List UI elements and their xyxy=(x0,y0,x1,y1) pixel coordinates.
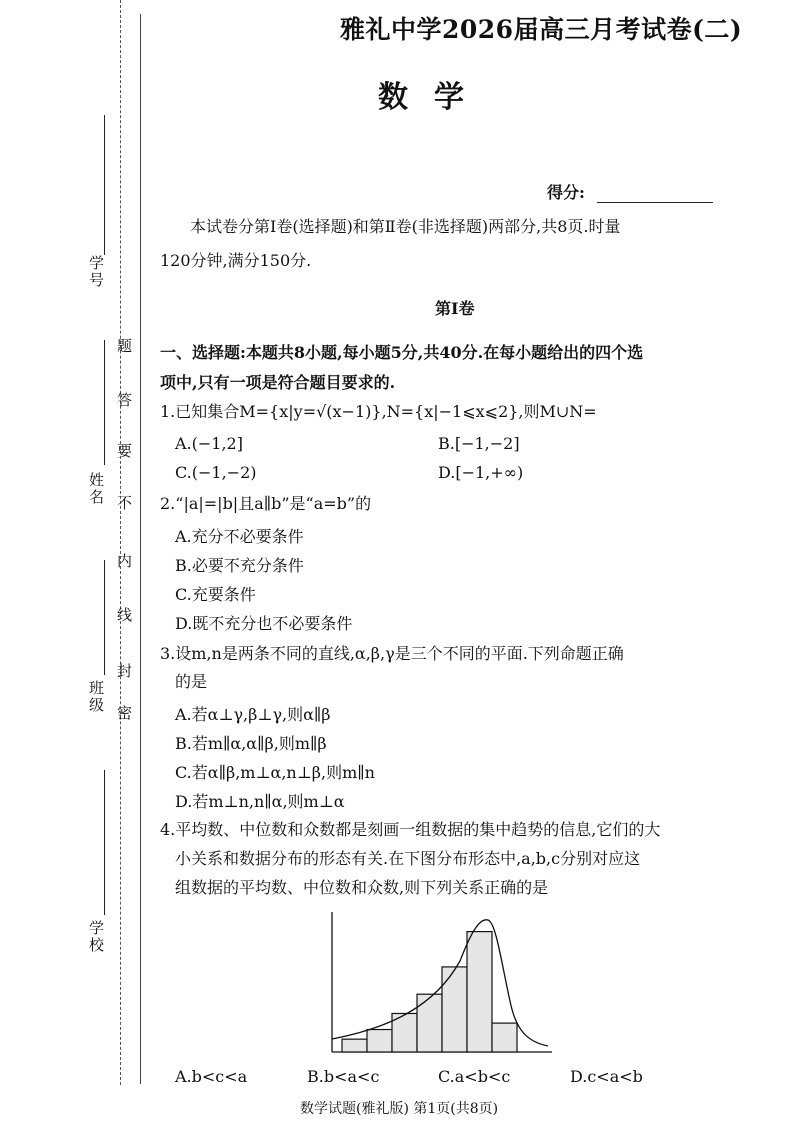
question-2-option-c[interactable]: C.充要条件 xyxy=(175,585,256,604)
histogram-bar xyxy=(467,932,492,1052)
question-1-stem: 1.已知集合M={x|y=√(x−1)},N={x|−1⩽x⩽2},则M∪N= xyxy=(160,402,597,421)
seal-char: 不 xyxy=(115,495,133,510)
page-footer: 数学试题(雅礼版) 第1页(共8页) xyxy=(300,1101,499,1117)
histogram-bar xyxy=(442,967,467,1052)
field-label-school: 学校 xyxy=(87,920,105,954)
question-2-stem: 2.“|a|=|b|且a∥b”是“a=b”的 xyxy=(160,494,372,513)
seal-char: 线 xyxy=(115,607,133,622)
distribution-histogram xyxy=(320,906,560,1056)
score-label: 得分: xyxy=(547,183,585,202)
histogram-bar xyxy=(417,994,442,1052)
seal-char: 答 xyxy=(115,392,133,407)
question-1-option-d[interactable]: D.[−1,+∞) xyxy=(438,463,524,482)
histogram-bar xyxy=(367,1030,392,1052)
question-1-option-c[interactable]: C.(−1,−2) xyxy=(175,463,257,482)
subject-title: 数学 xyxy=(378,80,490,115)
seal-char: 要 xyxy=(115,443,133,458)
section-heading-line-2: 项中,只有一项是符合题目要求的. xyxy=(160,373,396,392)
margin-rule xyxy=(140,14,141,1084)
question-3-option-b[interactable]: B.若m∥α,α∥β,则m∥β xyxy=(175,734,327,753)
seal-char: 密 xyxy=(115,705,133,720)
intro-line-1: 本试卷分第Ⅰ卷(选择题)和第Ⅱ卷(非选择题)两部分,共8页.时量 xyxy=(190,217,621,236)
seal-char: 题 xyxy=(115,338,133,353)
score-field[interactable] xyxy=(597,202,713,203)
question-2-option-b[interactable]: B.必要不充分条件 xyxy=(175,556,304,575)
seal-char: 内 xyxy=(115,553,133,568)
field-label-class: 班级 xyxy=(87,680,105,714)
question-4-option-d[interactable]: D.c<a<b xyxy=(570,1067,643,1086)
question-3-option-a[interactable]: A.若α⊥γ,β⊥γ,则α∥β xyxy=(175,705,331,724)
school-field[interactable] xyxy=(104,770,105,915)
class-field[interactable] xyxy=(104,560,105,675)
question-4-option-b[interactable]: B.b<a<c xyxy=(307,1067,380,1086)
question-4-option-c[interactable]: C.a<b<c xyxy=(438,1067,511,1086)
exam-title: 雅礼中学2026届高三月考试卷(二) xyxy=(340,15,743,44)
histogram-bar xyxy=(492,1023,517,1052)
section-heading-line-1: 一、选择题:本题共8小题,每小题5分,共40分.在每小题给出的四个选 xyxy=(160,343,644,362)
student-id-field[interactable] xyxy=(104,115,105,255)
name-field[interactable] xyxy=(104,340,105,465)
question-4-stem-line-2: 小关系和数据分布的形态有关.在下图分布形态中,a,b,c分别对应这 xyxy=(175,849,641,868)
field-label-student-id: 学号 xyxy=(87,255,105,289)
question-4-option-a[interactable]: A.b<c<a xyxy=(175,1067,248,1086)
question-3-option-d[interactable]: D.若m⊥n,n∥α,则m⊥α xyxy=(175,792,345,811)
intro-line-2: 120分钟,满分150分. xyxy=(160,251,312,270)
seal-char: 封 xyxy=(115,663,133,678)
question-3-option-c[interactable]: C.若α∥β,m⊥α,n⊥β,则m∥n xyxy=(175,763,375,782)
histogram-bar xyxy=(342,1039,367,1052)
question-3-stem-line-2: 的是 xyxy=(175,672,208,691)
question-4-stem-line-1: 4.平均数、中位数和众数都是刻画一组数据的集中趋势的信息,它们的大 xyxy=(160,820,661,839)
question-3-stem-line-1: 3.设m,n是两条不同的直线,α,β,γ是三个不同的平面.下列命题正确 xyxy=(160,644,624,663)
question-1-option-b[interactable]: B.[−1,−2] xyxy=(438,434,520,453)
section-title: 第Ⅰ卷 xyxy=(435,299,475,318)
question-4-stem-line-3: 组数据的平均数、中位数和众数,则下列关系正确的是 xyxy=(175,878,549,897)
question-2-option-a[interactable]: A.充分不必要条件 xyxy=(175,527,304,546)
field-label-name: 姓名 xyxy=(87,472,105,506)
dashed-binding-line xyxy=(120,0,121,1085)
question-1-option-a[interactable]: A.(−1,2] xyxy=(175,434,243,453)
question-2-option-d[interactable]: D.既不充分也不必要条件 xyxy=(175,614,353,633)
